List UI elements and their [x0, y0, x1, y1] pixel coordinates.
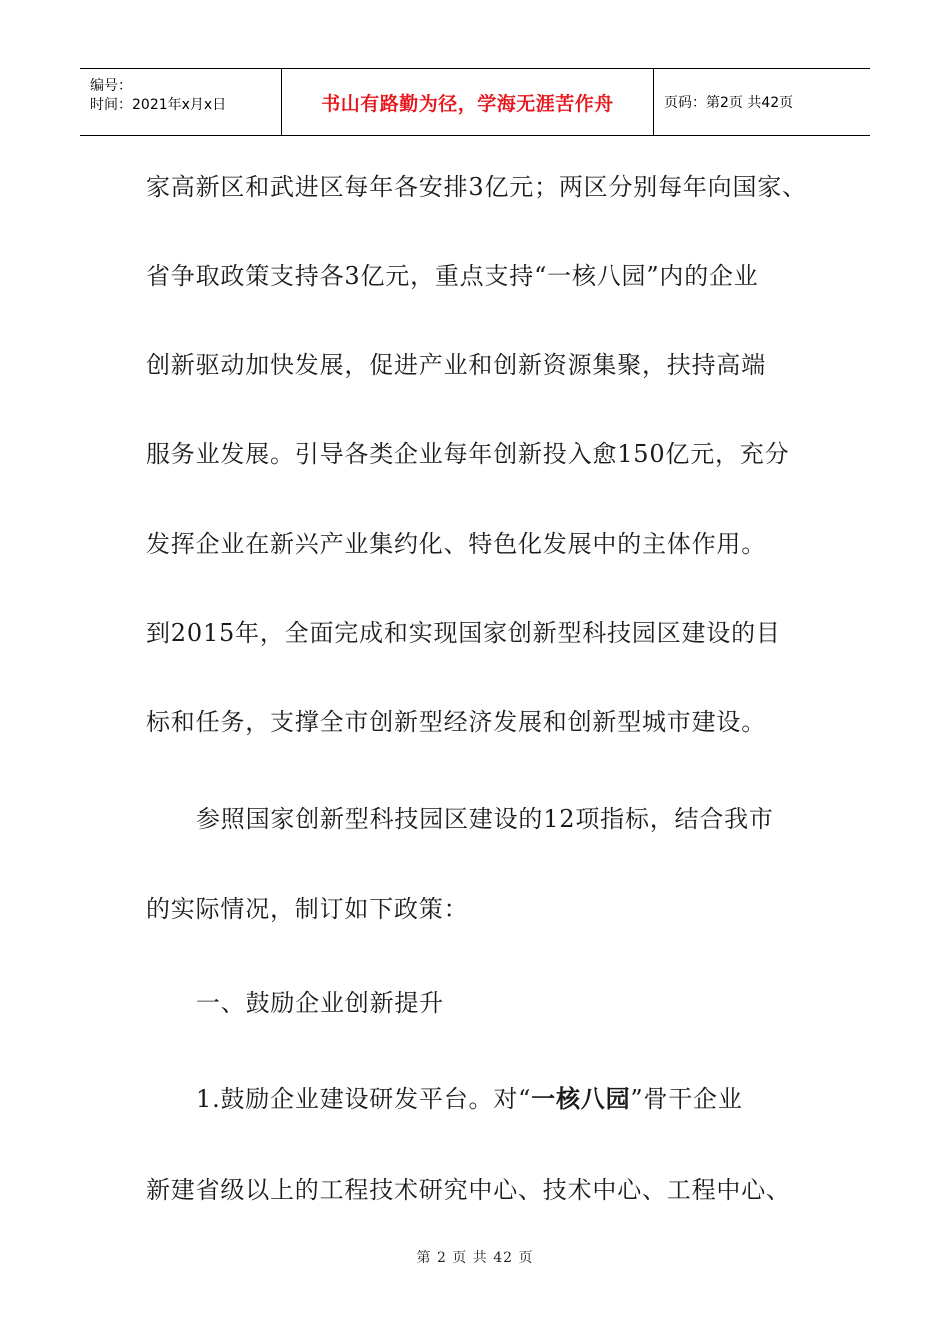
body-line: 服务业发展。引导各类企业每年创新投入愈150亿元，充分 [146, 440, 790, 468]
body-line: 省争取政策支持各3亿元，重点支持“一核八园”内的企业 [146, 262, 759, 290]
number-label: 编号： [90, 78, 132, 94]
body-line: 到2015年，全面完成和实现国家创新型科技园区建设的目 [146, 619, 781, 647]
item-suffix: ”骨干企业 [630, 1085, 743, 1113]
document-header [80, 68, 870, 136]
body-line: 发挥企业在新兴产业集约化、特色化发展中的主体作用。 [146, 530, 766, 558]
paragraph-first-line: 参照国家创新型科技园区建设的12项指标，结合我市 [196, 805, 774, 833]
item-prefix: 1.鼓励企业建设研发平台。对“ [196, 1085, 532, 1113]
item-emphasis: 一核八园 [531, 1084, 631, 1113]
header-page-info: 页码：第2页 共42页 [664, 95, 794, 111]
section-heading: 一、鼓励企业创新提升 [196, 989, 444, 1017]
body-line: 的实际情况，制订如下政策： [146, 895, 469, 923]
page-footer: 第 2 页 共 42 页 [416, 1250, 534, 1266]
body-line: 家高新区和武进区每年各安排3亿元；两区分别每年向国家、 [146, 173, 807, 201]
time-label: 时间：2021年x月x日 [90, 97, 227, 113]
header-meta-cell [80, 69, 282, 135]
body-line: 创新驱动加快发展，促进产业和创新资源集聚，扶持高端 [146, 351, 766, 379]
item-heading [196, 1084, 743, 1114]
header-motto: 书山有路勤为径，学海无涯苦作舟 [282, 69, 654, 135]
body-line: 新建省级以上的工程技术研究中心、技术中心、工程中心、 [146, 1176, 791, 1204]
body-line: 标和任务，支撑全市创新型经济发展和创新型城市建设。 [146, 708, 766, 736]
